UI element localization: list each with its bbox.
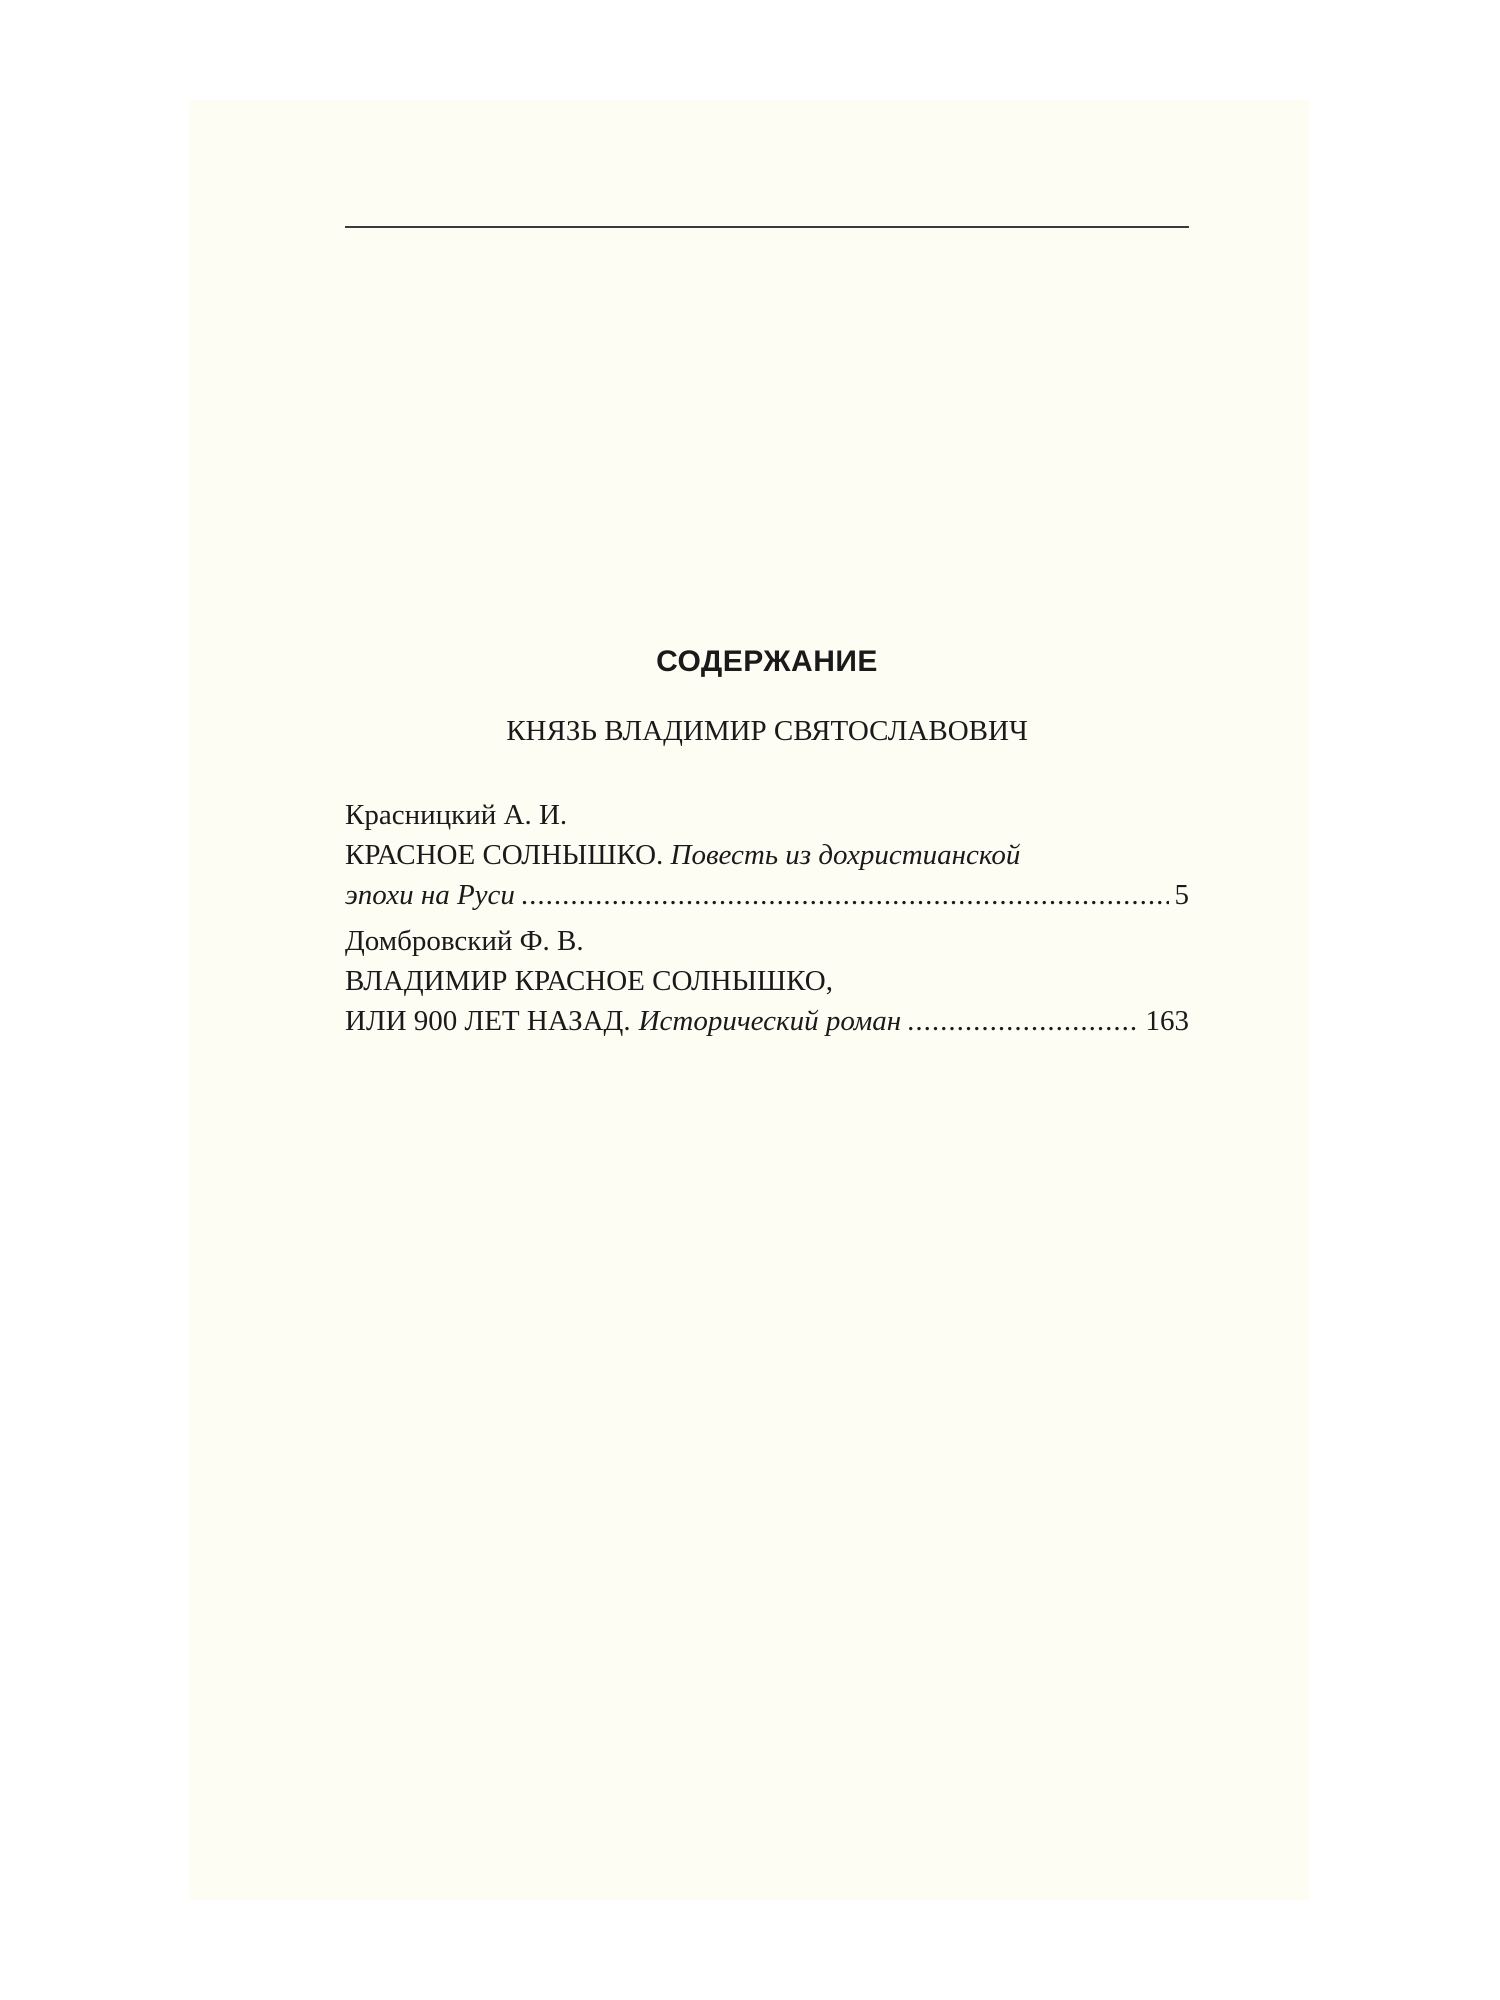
dot-leader [521,875,1169,915]
book-page [190,100,1310,1900]
dot-leader [907,1001,1139,1041]
entry-title-cont: ИЛИ 900 ЛЕТ НАЗАД. [345,1005,631,1037]
entry-title: КРАСНОЕ СОЛНЫШКО. [345,839,664,871]
toc-title: СОДЕРЖАНИЕ [656,645,878,678]
entry-author: Красницкий А. И. [345,799,568,831]
entry-subtitle: Повесть из дохристианской [670,839,1021,871]
toc-entry-krasnitsky [345,795,1189,915]
entry-leader-line [345,875,1189,915]
header-rule [345,226,1189,228]
entry-title-line [345,835,1189,875]
entry-page-number: 163 [1145,1005,1189,1037]
toc-entry-dombrovsky [345,921,1189,1041]
entry-author: Домбровский Ф. В. [345,925,584,957]
entry-page-number: 5 [1174,879,1189,911]
entry-leader-line [345,1001,1189,1041]
entry-title: ВЛАДИМИР КРАСНОЕ СОЛНЫШКО, [345,965,833,997]
section-title: КНЯЗЬ ВЛАДИМИР СВЯТОСЛАВОВИЧ [506,715,1028,747]
toc-entries [345,795,1189,1047]
entry-subtitle: Исторический роман [638,1005,902,1037]
entry-subtitle-cont: эпохи на Руси [345,879,515,911]
